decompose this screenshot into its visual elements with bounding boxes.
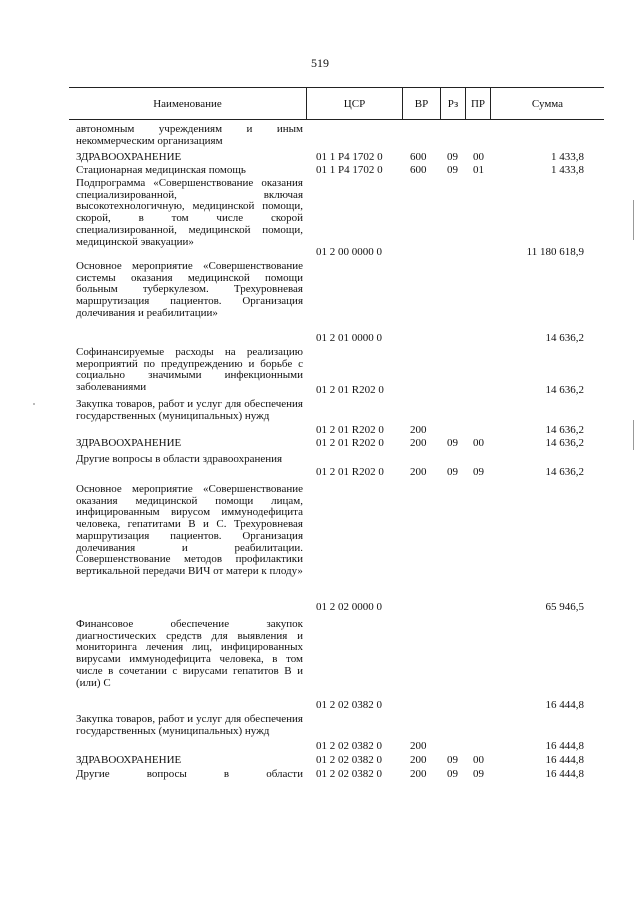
- row-rz: 09: [447, 768, 458, 780]
- row-pr: 01: [473, 164, 484, 176]
- row-csr: 01 2 01 0000 0: [316, 332, 382, 344]
- row-sum: 65 946,5: [545, 601, 584, 613]
- row-name: Софинансируемые расходы на реализацию мероприятий по предупреждению и борьбе с социально значимыми инфекционными заболеваниями: [76, 346, 303, 394]
- row-csr: 01 2 02 0382 0: [316, 740, 382, 752]
- row-sum: 16 444,8: [545, 699, 584, 711]
- row-pr: 09: [473, 768, 484, 780]
- row-name: ЗДРАВООХРАНЕНИЕ: [76, 437, 182, 449]
- row-csr: 01 2 01 R202 0: [316, 384, 384, 396]
- row-csr: 01 2 01 R202 0: [316, 424, 384, 436]
- row-csr: 01 2 01 R202 0: [316, 466, 384, 478]
- row-vr: 600: [410, 151, 427, 163]
- row-sum: 16 444,8: [545, 740, 584, 752]
- row-rz: 09: [447, 437, 458, 449]
- row-csr: 01 1 P4 1702 0: [316, 164, 383, 176]
- row-name: Основное мероприятие «Совершенствование системы оказания медицинской помощи больным туберкулезом. Трехуровневая маршрутизация пациентов. Организация долечивания и реабилитации»: [76, 260, 303, 319]
- row-name: автономным учреждениям и иным некоммерческим организациям: [76, 123, 303, 147]
- row-csr: 01 2 02 0000 0: [316, 601, 382, 613]
- row-sum: 16 444,8: [545, 754, 584, 766]
- row-rz: 09: [447, 754, 458, 766]
- row-rz: 09: [447, 164, 458, 176]
- row-name: ЗДРАВООХРАНЕНИЕ: [76, 151, 182, 163]
- header-pr: ПР: [465, 88, 490, 119]
- row-pr: 00: [473, 437, 484, 449]
- row-sum: 14 636,2: [545, 437, 584, 449]
- row-sum: 1 433,8: [551, 164, 584, 176]
- row-vr: 200: [410, 740, 427, 752]
- scan-edge-mark: [633, 420, 634, 450]
- row-sum: 1 433,8: [551, 151, 584, 163]
- row-csr: 01 1 P4 1702 0: [316, 151, 383, 163]
- header-rz: Рз: [440, 88, 465, 119]
- scan-edge-mark: [633, 200, 634, 240]
- row-csr: 01 2 02 0382 0: [316, 754, 382, 766]
- row-sum: 14 636,2: [545, 384, 584, 396]
- row-pr: 09: [473, 466, 484, 478]
- row-rz: 09: [447, 466, 458, 478]
- row-sum: 11 180 618,9: [526, 246, 584, 258]
- row-sum: 14 636,2: [545, 424, 584, 436]
- header-sum: Сумма: [490, 88, 604, 119]
- row-vr: 200: [410, 466, 427, 478]
- row-name: Основное мероприятие «Совершенствование оказания медицинской помощи лицам, инфицированным вирусом иммунодефицита человека, гепатитами B и C. Трехуровневая маршрутизация пациентов. Организация долечивания и реабилитации. Совершенствование методов профилактики вертикальной передачи ВИЧ от матери к плоду»: [76, 483, 303, 577]
- row-csr: 01 2 02 0382 0: [316, 768, 382, 780]
- row-name: Подпрограмма «Совершенствование оказания специализированной, включая высокотехнологичную, медицинской помощи, скорой, в том числе скорой специализированной, медицинской помощи, медицинской эвакуации»: [76, 177, 303, 248]
- row-sum: 14 636,2: [545, 332, 584, 344]
- row-name: Другие вопросы в области здравоохранения: [76, 453, 283, 465]
- row-vr: 200: [410, 424, 427, 436]
- row-vr: 200: [410, 754, 427, 766]
- header-name: Наименование: [153, 97, 222, 110]
- row-csr: 01 2 01 R202 0: [316, 437, 384, 449]
- row-vr: 600: [410, 164, 427, 176]
- row-name: ЗДРАВООХРАНЕНИЕ: [76, 754, 182, 766]
- row-pr: 00: [473, 754, 484, 766]
- row-name: Закупка товаров, работ и услуг для обеспечения государственных (муниципальных) нужд: [76, 713, 303, 737]
- header-vr: ВР: [402, 88, 440, 119]
- row-rz: 09: [447, 151, 458, 163]
- row-name: Стационарная медицинская помощь: [76, 164, 246, 176]
- row-name: Закупка товаров, работ и услуг для обеспечения государственных (муниципальных) нужд: [76, 398, 303, 422]
- row-name: Финансовое обеспечение закупок диагностических средств для выявления и мониторинга лечения лиц, инфицированных вирусами иммунодефицита человека, в том числе в сочетании с вирусами гепатитов B и (или) C: [76, 618, 303, 689]
- row-sum: 14 636,2: [545, 466, 584, 478]
- page-number: 519: [311, 56, 329, 70]
- row-csr: 01 2 00 0000 0: [316, 246, 382, 258]
- row-sum: 16 444,8: [545, 768, 584, 780]
- row-pr: 00: [473, 151, 484, 163]
- row-vr: 200: [410, 768, 427, 780]
- row-csr: 01 2 02 0382 0: [316, 699, 382, 711]
- header-csr: ЦСР: [306, 88, 402, 119]
- scan-dot: [33, 403, 35, 405]
- row-vr: 200: [410, 437, 427, 449]
- row-name: Другие вопросы в области: [76, 768, 303, 780]
